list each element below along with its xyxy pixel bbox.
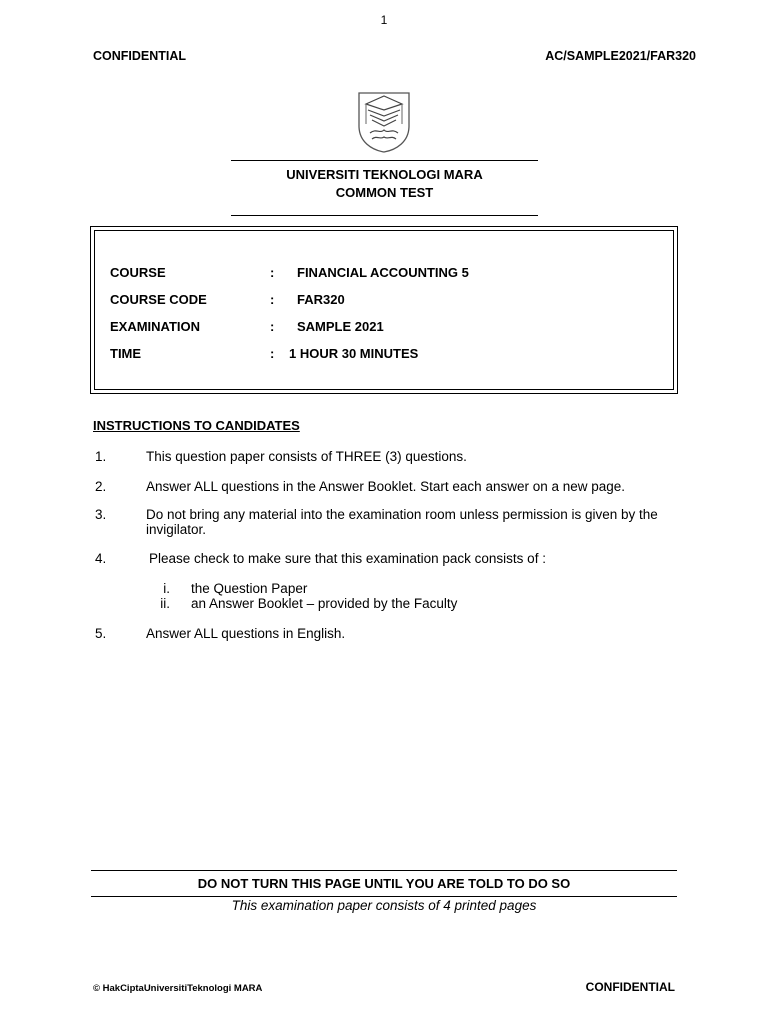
instruction-text: Do not bring any material into the examination room unless permission is given by the invigilator.	[146, 507, 658, 537]
info-value: FAR320	[297, 292, 345, 307]
footer-copyright: © HakCiptaUniversitiTeknologi MARA	[93, 983, 263, 994]
instruction-text: Answer ALL questions in English.	[146, 626, 346, 641]
info-label: EXAMINATION	[110, 319, 201, 334]
page-number: 1	[380, 13, 388, 27]
instruction-number: 2.	[95, 479, 107, 494]
university-name: UNIVERSITI TEKNOLOGI MARA	[286, 167, 483, 182]
title-top-rule	[231, 160, 538, 161]
printed-pages-note: This examination paper consists of 4 printed pages	[231, 898, 537, 913]
instructions-heading: INSTRUCTIONS TO CANDIDATES	[93, 418, 300, 433]
footer-confidential: CONFIDENTIAL	[585, 980, 675, 994]
info-colon: :	[270, 292, 275, 307]
info-value: SAMPLE 2021	[297, 319, 384, 334]
instruction-number: 1.	[95, 449, 107, 464]
instruction-number: 3.	[95, 507, 107, 522]
course-info-inner-frame	[94, 230, 674, 390]
bottom-middle-rule	[91, 896, 677, 897]
info-label: COURSE CODE	[110, 292, 207, 307]
sub-item-number: ii.	[160, 596, 170, 611]
header-paper-code: AC/SAMPLE2021/FAR320	[545, 49, 696, 63]
sub-item-text: the Question Paper	[191, 581, 308, 596]
instruction-text: Please check to make sure that this examination pack consists of :	[149, 551, 546, 566]
info-colon: :	[270, 346, 275, 361]
info-colon: :	[270, 319, 275, 334]
info-value: FINANCIAL ACCOUNTING 5	[297, 265, 469, 280]
instruction-number: 4.	[95, 551, 107, 566]
do-not-turn-warning: DO NOT TURN THIS PAGE UNTIL YOU ARE TOLD TO DO SO	[197, 876, 571, 891]
info-label: TIME	[110, 346, 142, 361]
instruction-text: Answer ALL questions in the Answer Booklet. Start each answer on a new page.	[146, 479, 626, 494]
test-type: COMMON TEST	[335, 185, 434, 200]
bottom-top-rule	[91, 870, 677, 871]
title-bottom-rule	[231, 215, 538, 216]
instruction-text: This question paper consists of THREE (3) questions.	[146, 449, 467, 464]
info-colon: :	[270, 265, 275, 280]
university-crest-icon	[356, 90, 412, 154]
header-confidential: CONFIDENTIAL	[93, 49, 187, 63]
info-value: 1 HOUR 30 MINUTES	[289, 346, 419, 361]
instruction-number: 5.	[95, 626, 107, 641]
course-info-box	[90, 226, 678, 394]
sub-item-text: an Answer Booklet – provided by the Faculty	[191, 596, 458, 611]
sub-item-number: i.	[163, 581, 170, 596]
info-label: COURSE	[110, 265, 166, 280]
